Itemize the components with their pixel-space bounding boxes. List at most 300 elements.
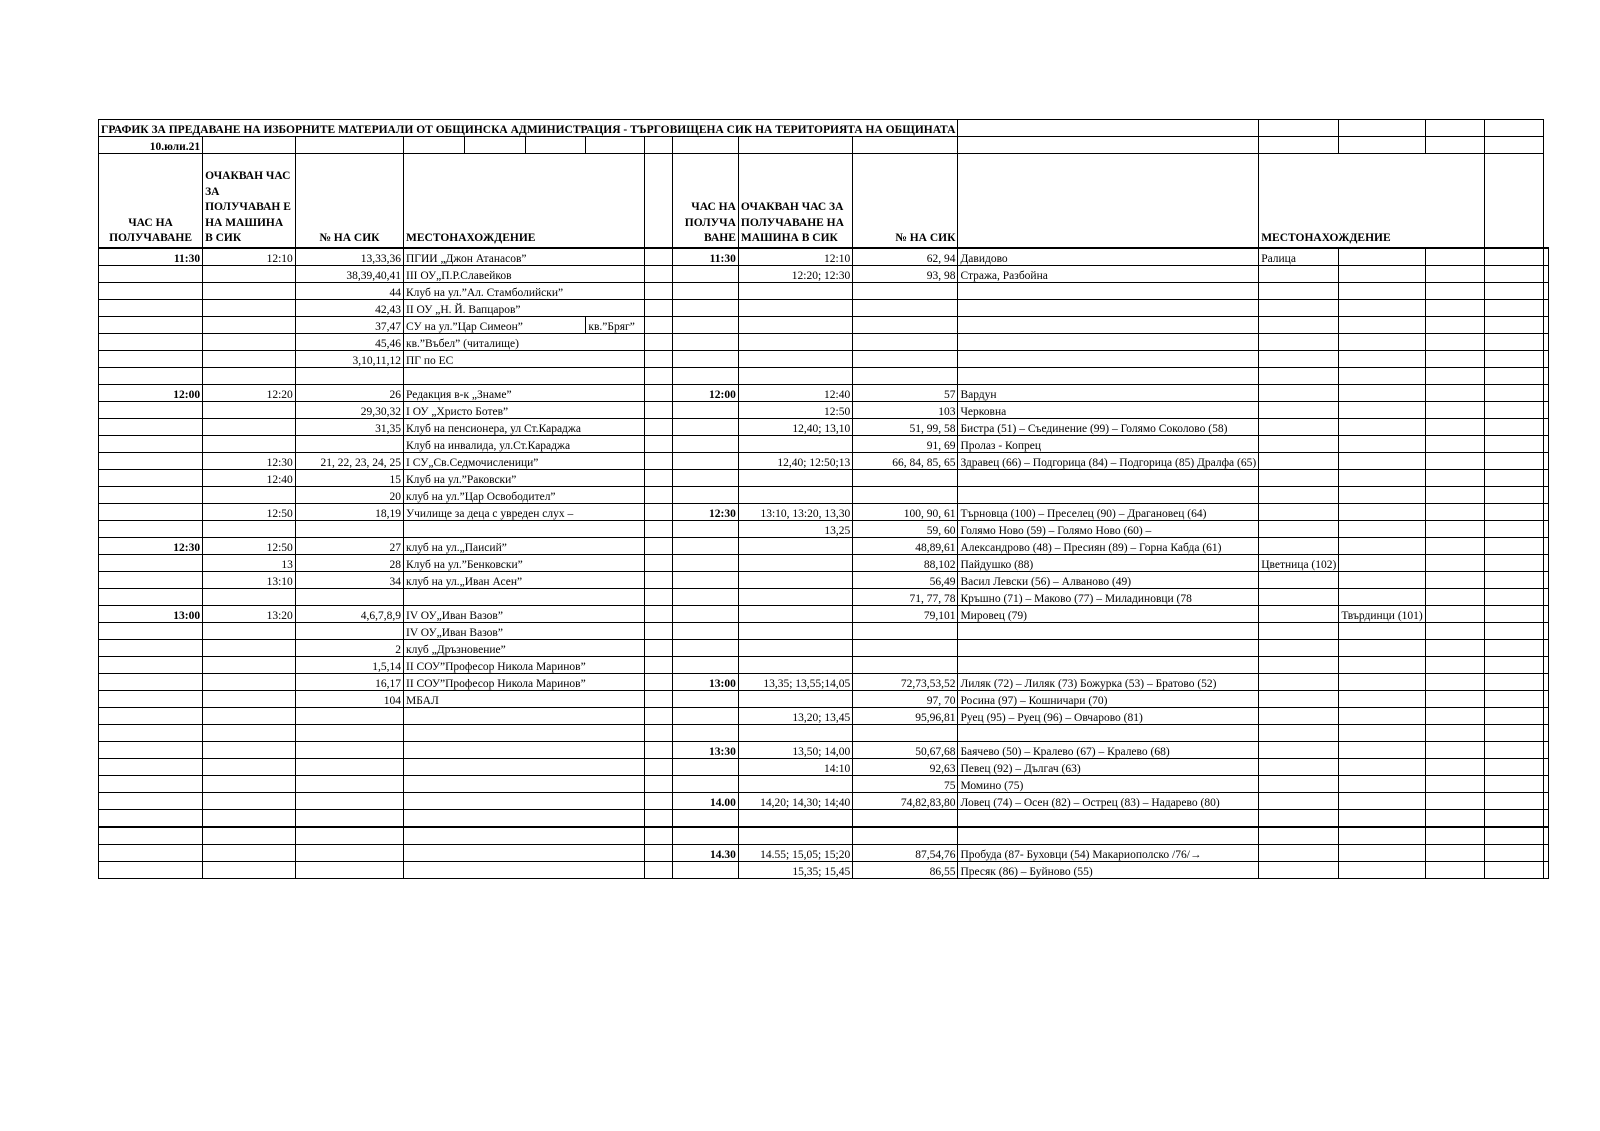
- right-sik-number: [853, 317, 958, 334]
- left-receive-time: [99, 453, 203, 470]
- left-receive-time: [99, 521, 203, 538]
- left-sik-number: [295, 725, 403, 742]
- left-expected-time: [203, 793, 296, 810]
- left-location: СУ на ул.”Цар Симеон”: [404, 317, 586, 334]
- left-expected-time: [203, 368, 296, 385]
- right-receive-time: [672, 470, 738, 487]
- left-expected-time: [203, 351, 296, 368]
- table-row: [99, 657, 1549, 674]
- right-receive-time: 14.00: [672, 793, 738, 810]
- left-location: [404, 589, 645, 606]
- right-location: Черковна: [958, 402, 1259, 419]
- table-row: [99, 623, 1549, 640]
- left-sik-number: 38,39,40,41: [295, 266, 403, 283]
- left-receive-time: [99, 810, 203, 828]
- left-location: Редакция в-к „Знаме”: [404, 385, 645, 402]
- left-location: III ОУ„П.Р.Славейков: [404, 266, 645, 283]
- right-expected-time: 15,35; 15,45: [738, 862, 852, 879]
- right-expected-time: 12:20; 12:30: [738, 266, 852, 283]
- right-receive-time: [672, 589, 738, 606]
- right-sik-number: 56,49: [853, 572, 958, 589]
- right-expected-time: [738, 572, 852, 589]
- left-sik-number: 34: [295, 572, 403, 589]
- right-receive-time: [672, 538, 738, 555]
- left-location: [404, 793, 645, 810]
- right-location: Баячево (50) – Кралево (67) – Кралево (68): [958, 742, 1259, 759]
- left-expected-time: [203, 691, 296, 708]
- left-location: МБАЛ: [404, 691, 645, 708]
- right-location-extra: Цветница (102): [1259, 555, 1339, 572]
- right-sik-number: [853, 351, 958, 368]
- right-expected-time: [738, 555, 852, 572]
- left-sik-number: 21, 22, 23, 24, 25: [295, 453, 403, 470]
- left-sik-number: 20: [295, 487, 403, 504]
- right-receive-time: [672, 487, 738, 504]
- right-sik-number: [853, 283, 958, 300]
- left-sik-number: 26: [295, 385, 403, 402]
- right-receive-time: [672, 334, 738, 351]
- left-location: [404, 521, 645, 538]
- left-sik-number: 28: [295, 555, 403, 572]
- right-receive-time: [672, 606, 738, 623]
- right-location: [958, 334, 1259, 351]
- left-sik-number: 104: [295, 691, 403, 708]
- left-location: [404, 368, 645, 385]
- right-expected-time: [738, 368, 852, 385]
- left-receive-time: [99, 674, 203, 691]
- right-expected-time: [738, 334, 852, 351]
- left-location: кв.”Въбел” (читалище): [404, 334, 645, 351]
- right-location: [958, 283, 1259, 300]
- right-location: Пролаз - Копрец: [958, 436, 1259, 453]
- right-expected-time: [738, 538, 852, 555]
- left-receive-time: [99, 300, 203, 317]
- left-location: Клуб на ул.”Ал. Стамболийски”: [404, 283, 645, 300]
- table-row: [99, 504, 1549, 521]
- right-sik-number: 75: [853, 776, 958, 793]
- right-location: [958, 368, 1259, 385]
- right-expected-time: 12,40; 13,10: [738, 419, 852, 436]
- left-sik-number: [295, 742, 403, 759]
- right-expected-time: [738, 589, 852, 606]
- left-receive-time: [99, 283, 203, 300]
- right-expected-time: [738, 776, 852, 793]
- right-sik-number: 86,55: [853, 862, 958, 879]
- right-sik-number: [853, 487, 958, 504]
- left-location: клуб на ул.„Паисий”: [404, 538, 645, 555]
- right-receive-time: [672, 759, 738, 776]
- schedule-table: [98, 119, 1549, 879]
- left-expected-time: [203, 300, 296, 317]
- right-sik-number: 57: [853, 385, 958, 402]
- right-receive-time: [672, 776, 738, 793]
- left-receive-time: [99, 419, 203, 436]
- left-sik-number: [295, 589, 403, 606]
- right-sik-number: 50,67,68: [853, 742, 958, 759]
- right-expected-time: 14:10: [738, 759, 852, 776]
- left-sik-number: 1,5,14: [295, 657, 403, 674]
- table-row: [99, 300, 1549, 317]
- left-expected-time: [203, 776, 296, 793]
- left-receive-time: [99, 725, 203, 742]
- left-expected-time: [203, 657, 296, 674]
- right-location: [958, 827, 1259, 845]
- left-receive-time: [99, 402, 203, 419]
- table-row: [99, 470, 1549, 487]
- left-sik-number: [295, 793, 403, 810]
- table-row: [99, 793, 1549, 810]
- left-receive-time: [99, 555, 203, 572]
- left-location: клуб „Дръзновение”: [404, 640, 645, 657]
- right-expected-time: [738, 487, 852, 504]
- left-receive-time: [99, 436, 203, 453]
- right-sik-number: [853, 334, 958, 351]
- right-expected-time: [738, 606, 852, 623]
- right-expected-time: 12,40; 12:50;13: [738, 453, 852, 470]
- table-row: [99, 453, 1549, 470]
- right-expected-time: [738, 827, 852, 845]
- right-sik-number: 48,89,61: [853, 538, 958, 555]
- left-sik-number: 16,17: [295, 674, 403, 691]
- right-expected-time: 13,20; 13,45: [738, 708, 852, 725]
- left-sik-number: 31,35: [295, 419, 403, 436]
- table-row: [99, 436, 1549, 453]
- right-expected-time: [738, 810, 852, 828]
- left-sik-number: [295, 521, 403, 538]
- right-receive-time: [672, 555, 738, 572]
- left-receive-time: [99, 742, 203, 759]
- left-expected-time: [203, 521, 296, 538]
- left-sik-number: 45,46: [295, 334, 403, 351]
- left-sik-number: [295, 759, 403, 776]
- right-location: Пайдушко (88): [958, 555, 1259, 572]
- table-row: [99, 538, 1549, 555]
- right-location: [958, 351, 1259, 368]
- right-location: Руец (95) – Руец (96) – Овчарово (81): [958, 708, 1259, 725]
- left-location: I СУ„Св.Седмочисленици”: [404, 453, 645, 470]
- table-row: [99, 283, 1549, 300]
- left-location: [404, 708, 645, 725]
- right-expected-time: 12:50: [738, 402, 852, 419]
- right-location-extra-2: Твърдинци (101): [1339, 606, 1425, 623]
- left-sik-number: [295, 827, 403, 845]
- table-row: [99, 725, 1549, 742]
- table-row: [99, 606, 1549, 623]
- left-expected-time: [203, 708, 296, 725]
- left-location: II ОУ „Н. Й. Вапцаров”: [404, 300, 645, 317]
- left-sik-number: [295, 845, 403, 862]
- right-expected-time: [738, 725, 852, 742]
- header-left-sik: № НА СИК: [295, 154, 403, 249]
- table-row: [99, 810, 1549, 828]
- right-sik-number: 71, 77, 78: [853, 589, 958, 606]
- header-right-sik: № НА СИК: [853, 154, 958, 249]
- left-location: [404, 810, 645, 828]
- header-left-expected: ОЧАКВАН ЧАС ЗА ПОЛУЧАВАН Е НА МАШИНА В СИК: [203, 154, 296, 249]
- left-receive-time: [99, 657, 203, 674]
- right-expected-time: 12:10: [738, 248, 852, 266]
- right-expected-time: 13,25: [738, 521, 852, 538]
- right-location: Пробуда (87- Буховци (54) Макариополско /76/→: [958, 845, 1259, 862]
- right-receive-time: [672, 436, 738, 453]
- left-expected-time: [203, 317, 296, 334]
- left-receive-time: 13:00: [99, 606, 203, 623]
- right-receive-time: [672, 640, 738, 657]
- left-expected-time: [203, 266, 296, 283]
- left-location: [404, 725, 645, 742]
- right-receive-time: [672, 572, 738, 589]
- left-receive-time: 12:30: [99, 538, 203, 555]
- left-location: II СОУ”Професор Никола Маринов”: [404, 674, 645, 691]
- left-sik-number: 15: [295, 470, 403, 487]
- table-row: [99, 776, 1549, 793]
- left-sik-number: [295, 623, 403, 640]
- left-location: II СОУ”Професор Никола Маринов”: [404, 657, 645, 674]
- table-row: [99, 862, 1549, 879]
- right-sik-number: [853, 623, 958, 640]
- table-row: [99, 827, 1549, 845]
- header-left-time: ЧАС НА ПОЛУЧАВАНЕ: [99, 154, 203, 249]
- right-receive-time: 12:00: [672, 385, 738, 402]
- right-sik-number: 74,82,83,80: [853, 793, 958, 810]
- right-location: Вардун: [958, 385, 1259, 402]
- left-receive-time: [99, 623, 203, 640]
- right-location: Певец (92) – Дългач (63): [958, 759, 1259, 776]
- table-row: [99, 589, 1549, 606]
- right-receive-time: 11:30: [672, 248, 738, 266]
- right-expected-time: [738, 436, 852, 453]
- right-receive-time: [672, 283, 738, 300]
- left-location: I ОУ „Христо Ботев”: [404, 402, 645, 419]
- left-expected-time: [203, 283, 296, 300]
- left-location: Клуб на инвалида, ул.Ст.Караджа: [404, 436, 645, 453]
- right-sik-number: 91, 69: [853, 436, 958, 453]
- right-receive-time: [672, 521, 738, 538]
- left-expected-time: 12:20: [203, 385, 296, 402]
- table-row: [99, 317, 1549, 334]
- right-receive-time: [672, 453, 738, 470]
- left-location: ПГИИ „Джон Атанасов”: [404, 248, 645, 266]
- right-sik-number: [853, 640, 958, 657]
- table-row: [99, 521, 1549, 538]
- left-sik-number: 44: [295, 283, 403, 300]
- right-receive-time: [672, 351, 738, 368]
- right-expected-time: [738, 623, 852, 640]
- right-expected-time: 13:10, 13:20, 13,30: [738, 504, 852, 521]
- right-location: [958, 623, 1259, 640]
- table-row: [99, 419, 1549, 436]
- left-receive-time: [99, 504, 203, 521]
- table-row: [99, 385, 1549, 402]
- right-location: Голямо Ново (59) – Голямо Ново (60) –: [958, 521, 1259, 538]
- left-sik-number: [295, 776, 403, 793]
- left-location: [404, 845, 645, 862]
- left-expected-time: [203, 827, 296, 845]
- left-location-extra: кв.”Бряг”: [586, 317, 645, 334]
- left-expected-time: [203, 419, 296, 436]
- right-sik-number: [853, 657, 958, 674]
- left-sik-number: 13,33,36: [295, 248, 403, 266]
- right-location: Васил Левски (56) – Алваново (49): [958, 572, 1259, 589]
- left-receive-time: [99, 793, 203, 810]
- right-expected-time: [738, 657, 852, 674]
- left-expected-time: [203, 725, 296, 742]
- right-sik-number: 51, 99, 58: [853, 419, 958, 436]
- right-receive-time: 14.30: [672, 845, 738, 862]
- left-sik-number: 2: [295, 640, 403, 657]
- left-expected-time: [203, 640, 296, 657]
- right-location: [958, 300, 1259, 317]
- right-location: [958, 640, 1259, 657]
- right-expected-time: [738, 470, 852, 487]
- right-sik-number: 103: [853, 402, 958, 419]
- right-location: [958, 317, 1259, 334]
- left-expected-time: 12:30: [203, 453, 296, 470]
- right-receive-time: [672, 300, 738, 317]
- right-location: [958, 810, 1259, 828]
- right-location: Пресяк (86) – Буйново (55): [958, 862, 1259, 879]
- right-expected-time: [738, 640, 852, 657]
- right-receive-time: [672, 708, 738, 725]
- left-location: Клуб на пенсионера, ул Ст.Караджа: [404, 419, 645, 436]
- left-location: IV ОУ„Иван Вазов”: [404, 606, 645, 623]
- left-location: [404, 827, 645, 845]
- right-receive-time: 13:00: [672, 674, 738, 691]
- left-sik-number: [295, 708, 403, 725]
- right-location: Росина (97) – Кошничари (70): [958, 691, 1259, 708]
- left-location: IV ОУ„Иван Вазов”: [404, 623, 645, 640]
- left-expected-time: [203, 436, 296, 453]
- right-sik-number: 79,101: [853, 606, 958, 623]
- right-expected-time: [738, 300, 852, 317]
- right-sik-number: 100, 90, 61: [853, 504, 958, 521]
- right-location: Кръшно (71) – Маково (77) – Миладиновци (78: [958, 589, 1259, 606]
- left-expected-time: 12:50: [203, 538, 296, 555]
- left-sik-number: 27: [295, 538, 403, 555]
- header-left-location: МЕСТОНАХОЖДЕНИЕ: [404, 154, 645, 249]
- right-expected-time: 13,35; 13,55;14,05: [738, 674, 852, 691]
- right-location: Момино (75): [958, 776, 1259, 793]
- right-sik-number: 59, 60: [853, 521, 958, 538]
- table-row: [99, 640, 1549, 657]
- right-sik-number: 93, 98: [853, 266, 958, 283]
- left-sik-number: [295, 436, 403, 453]
- left-receive-time: 11:30: [99, 248, 203, 266]
- right-location: [958, 725, 1259, 742]
- left-expected-time: 13:20: [203, 606, 296, 623]
- left-location: клуб на ул.„Иван Асен”: [404, 572, 645, 589]
- right-receive-time: [672, 657, 738, 674]
- left-location: Клуб на ул.”Раковски”: [404, 470, 645, 487]
- left-sik-number: 18,19: [295, 504, 403, 521]
- left-receive-time: 12:00: [99, 385, 203, 402]
- left-sik-number: 37,47: [295, 317, 403, 334]
- left-expected-time: 12:40: [203, 470, 296, 487]
- left-location: клуб на ул.”Цар Освободител”: [404, 487, 645, 504]
- left-sik-number: [295, 810, 403, 828]
- left-receive-time: [99, 368, 203, 385]
- right-receive-time: [672, 725, 738, 742]
- right-receive-time: [672, 402, 738, 419]
- table-row: [99, 266, 1549, 283]
- right-location: [958, 487, 1259, 504]
- right-location: Лиляк (72) – Лиляк (73) Божурка (53) – Братово (52): [958, 674, 1259, 691]
- right-location: Търновца (100) – Преселец (90) – Драгановец (64): [958, 504, 1259, 521]
- table-row: [99, 487, 1549, 504]
- left-sik-number: 3,10,11,12: [295, 351, 403, 368]
- left-location: [404, 759, 645, 776]
- right-receive-time: [672, 266, 738, 283]
- document-title: ГРАФИК ЗА ПРЕДАВАНЕ НА ИЗБОРНИТЕ МАТЕРИАЛИ ОТ ОБЩИНСКА АДМИНИСТРАЦИЯ - ТЪРГОВИЩЕНА СИК НА ТЕРИТОРИЯТА НА ОБЩИНАТА: [99, 120, 958, 137]
- left-expected-time: [203, 810, 296, 828]
- right-expected-time: 12:40: [738, 385, 852, 402]
- right-sik-number: 88,102: [853, 555, 958, 572]
- left-expected-time: 13:10: [203, 572, 296, 589]
- right-receive-time: [672, 862, 738, 879]
- left-location: [404, 862, 645, 879]
- right-sik-number: 62, 94: [853, 248, 958, 266]
- table-row: [99, 334, 1549, 351]
- right-location: Давидово: [958, 248, 1259, 266]
- table-row: [99, 742, 1549, 759]
- left-receive-time: [99, 334, 203, 351]
- left-receive-time: [99, 589, 203, 606]
- table-row: [99, 351, 1549, 368]
- right-location: Здравец (66) – Подгорица (84) – Подгорица (85) Дралфа (65): [958, 453, 1259, 470]
- left-location: [404, 742, 645, 759]
- left-location: Клуб на ул.”Бенковски”: [404, 555, 645, 572]
- right-sik-number: 87,54,76: [853, 845, 958, 862]
- right-expected-time: 14,20; 14,30; 14;40: [738, 793, 852, 810]
- right-receive-time: [672, 623, 738, 640]
- table-row: [99, 759, 1549, 776]
- left-expected-time: 12:10: [203, 248, 296, 266]
- right-location: Ловец (74) – Осен (82) – Острец (83) – Надарево (80): [958, 793, 1259, 810]
- right-sik-number: [853, 725, 958, 742]
- right-receive-time: [672, 368, 738, 385]
- right-sik-number: 92,63: [853, 759, 958, 776]
- right-location: [958, 470, 1259, 487]
- left-location: ПГ по ЕС: [404, 351, 645, 368]
- left-receive-time: [99, 317, 203, 334]
- right-expected-time: [738, 691, 852, 708]
- left-sik-number: [295, 368, 403, 385]
- right-receive-time: [672, 810, 738, 828]
- left-receive-time: [99, 640, 203, 657]
- right-sik-number: 97, 70: [853, 691, 958, 708]
- left-receive-time: [99, 827, 203, 845]
- right-sik-number: 95,96,81: [853, 708, 958, 725]
- right-sik-number: [853, 470, 958, 487]
- left-expected-time: [203, 402, 296, 419]
- left-expected-time: [203, 742, 296, 759]
- right-expected-time: [738, 283, 852, 300]
- right-location: Стража, Разбойна: [958, 266, 1259, 283]
- left-receive-time: [99, 487, 203, 504]
- date-label: 10.юли.21: [99, 137, 203, 154]
- right-receive-time: [672, 317, 738, 334]
- right-sik-number: [853, 810, 958, 828]
- left-sik-number: 29,30,32: [295, 402, 403, 419]
- left-expected-time: [203, 487, 296, 504]
- table-row: [99, 368, 1549, 385]
- left-receive-time: [99, 845, 203, 862]
- table-row: [99, 691, 1549, 708]
- right-expected-time: [738, 351, 852, 368]
- table-row: [99, 674, 1549, 691]
- right-expected-time: [738, 317, 852, 334]
- right-sik-number: [853, 827, 958, 845]
